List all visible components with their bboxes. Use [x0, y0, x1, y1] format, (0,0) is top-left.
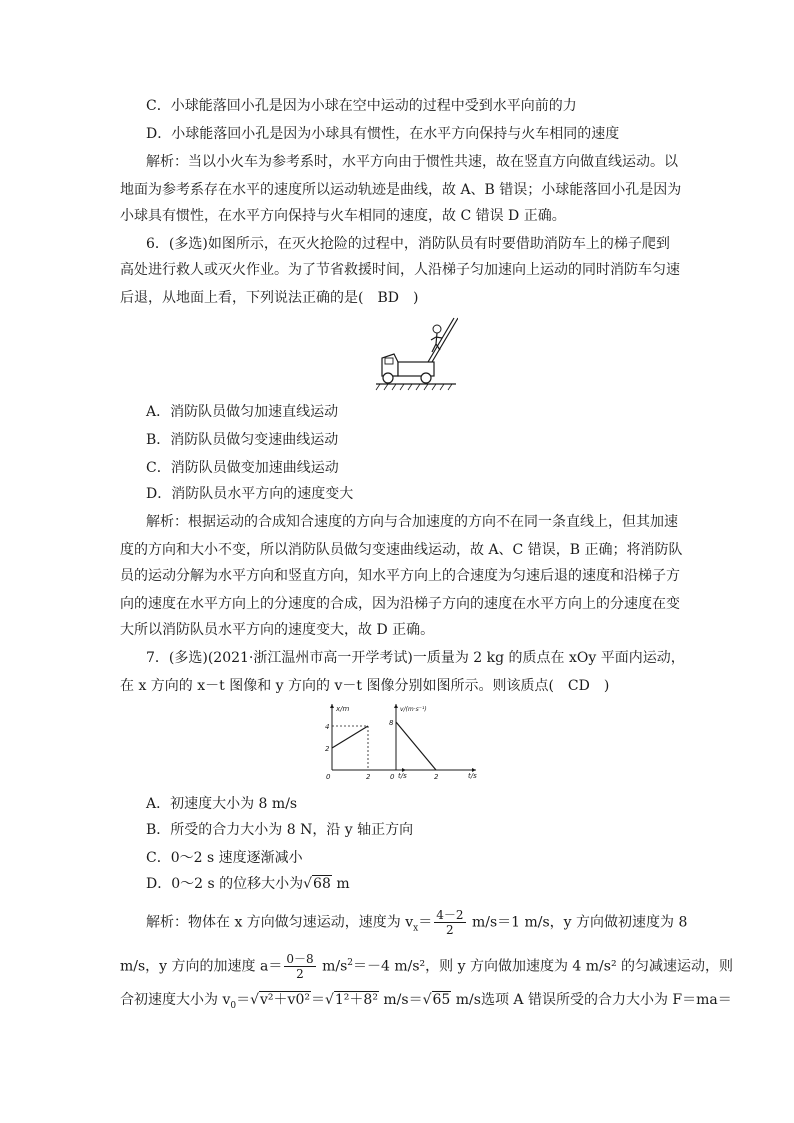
q5-option-d: D．小球能落回小孔是因为小球具有惯性，在水平方向保持与火车相同的速度	[146, 126, 620, 142]
q7-an2-sup: 2	[347, 957, 353, 968]
q5-analysis-line-2: 地面为参考系存在水平的速度所以运动轨迹是曲线，故 A、B 错误；小球能落回小孔是因为	[120, 182, 682, 198]
q7-analysis-line-3	[120, 990, 732, 1010]
x-t-chart-ytick-label: 4	[325, 723, 330, 731]
q7-option-d-text: D．0～2 s 的位移大小为	[146, 876, 304, 892]
q7-an1-numerator: 4－2	[436, 908, 464, 922]
q7-an1-eq: ＝	[418, 914, 433, 931]
q6-analysis-line-2: 度的方向和大小不变，所以消防队员做匀变速曲线运动，故 A、C 错误，B 正确；将消防队	[120, 542, 683, 558]
q6-stem-line-1: 6．(多选)如图所示，在灭火抢险的过程中，消防队员有时要借助消防车上的梯子爬到	[146, 236, 670, 252]
q7-an2-fraction	[284, 952, 315, 981]
v-t-chart-origin-label: 0	[390, 773, 395, 780]
q5-analysis-line-3: 小球具有惯性，在水平方向保持与火车相同的速度，故 C 错误 D 正确。	[120, 208, 566, 224]
q7-an3-post: m/s选项 A 错误所受的合力大小为 F＝ma＝	[451, 992, 732, 1008]
q7-an1-post: m/s＝1 m/s，y 方向做初速度为 8	[467, 914, 688, 931]
v-t-chart-ylabel: v/(m·s⁻¹)	[400, 706, 427, 713]
q7-an3-unit: m/s＝	[378, 992, 423, 1008]
q7-option-b: B．所受的合力大小为 8 N，沿 y 轴正方向	[146, 822, 414, 838]
q6-analysis-line-5: 大所以消防队员水平方向的速度变大，故 D 正确。	[120, 622, 435, 638]
fire-truck-figure	[374, 314, 458, 392]
q7-stem-line-1: 7．(多选)(2021·浙江温州市高一开学考试)一质量为 2 kg 的质点在 xOy 平面内运动，	[146, 650, 685, 666]
x-t-chart-xlabel: t/s	[398, 772, 407, 780]
v-t-chart	[384, 700, 480, 780]
sqrt-symbol: √	[250, 992, 260, 1008]
q7-an1-denominator: 2	[446, 923, 454, 937]
q7-an3-sub: 0	[230, 1000, 237, 1011]
q7-option-c: C．0～2 s 速度逐渐减小	[146, 850, 303, 866]
v-t-chart-data-line	[396, 722, 436, 770]
q5-option-c: C．小球能落回小孔是因为小球在空中运动的过程中受到水平向前的力	[146, 98, 577, 114]
q7-an1-sub: x	[413, 923, 419, 934]
q6-option-c: C．消防队员做变加速曲线运动	[146, 460, 339, 476]
x-t-chart-xtick-label: 2	[366, 773, 371, 780]
v-t-chart-xtick-label: 2	[434, 773, 439, 780]
q5-analysis-line-1: 解析：当以小火车为参考系时，水平方向由于惯性共速，故在竖直方向做直线运动。以	[146, 154, 678, 170]
q7-an2-numerator: 0－8	[286, 952, 314, 966]
q6-stem-line-3: 后退，从地面上看，下列说法正确的是( BD )	[120, 290, 419, 306]
q7-stem-line-2: 在 x 方向的 x－t 图像和 y 方向的 v－t 图像分别如图所示。则该质点( CD )	[120, 678, 610, 694]
x-t-chart-ytick-label: 2	[325, 745, 330, 753]
x-t-chart-origin-label: 0	[326, 773, 331, 780]
q7-an3-eq2: ＝	[310, 992, 325, 1008]
sqrt-symbol: √	[422, 992, 432, 1008]
q7-an2-unit: m/s	[317, 958, 348, 975]
v-t-chart-xlabel: t/s	[468, 772, 477, 780]
q7-an3-eq: ＝	[236, 992, 251, 1008]
q7-option-d-unit: m	[331, 876, 350, 892]
q7-an2-post: ＝－4 m/s²，则 y 方向做加速度为 4 m/s² 的匀减速运动，则	[353, 958, 734, 975]
q7-an3-sqrt-1: v²＋v0²	[260, 992, 310, 1008]
q7-an1-fraction	[434, 908, 465, 937]
q6-option-a: A．消防队员做匀加速直线运动	[146, 404, 339, 420]
v-t-chart-ytick-label: 8	[389, 719, 394, 727]
q6-analysis-line-1: 解析：根据运动的合成知合速度的方向与合加速度的方向不在同一条直线上，但其加速	[146, 514, 678, 530]
q6-option-b: B．消防队员做匀变速曲线运动	[146, 432, 339, 448]
q7-option-a: A．初速度大小为 8 m/s	[146, 796, 298, 812]
q6-analysis-line-3: 员的运动分解为水平方向和竖直方向，知水平方向上的合速度为匀速后退的速度和沿梯子方	[120, 568, 680, 584]
q7-analysis-line-2	[120, 952, 733, 981]
q7-an3-sqrt-3: 65	[432, 992, 451, 1008]
q6-stem-line-2: 高处进行救人或灭火作业。为了节省救援时间，人沿梯子匀加速向上运动的同时消防车匀速	[120, 262, 680, 278]
q6-analysis-line-4: 向的速度在水平方向上的分速度的合成，因为沿梯子方向的速度在水平方向上的分速度在变	[120, 596, 680, 612]
x-t-chart-ylabel: x/m	[336, 705, 350, 713]
sqrt-symbol: √	[303, 876, 313, 892]
q7-an3-text: 合初速度大小为 v	[120, 992, 231, 1008]
q6-option-d: D．消防队员水平方向的速度变大	[146, 486, 354, 502]
q7-option-d-radicand: 68	[313, 876, 331, 892]
sqrt-symbol: √	[324, 992, 334, 1008]
q7-an2-text: m/s，y 方向的加速度 a＝	[120, 958, 283, 975]
q7-an2-denominator: 2	[296, 967, 304, 981]
q7-an1-text: 解析：物体在 x 方向做匀速运动，速度为 v	[146, 914, 414, 931]
x-t-chart-data-line	[332, 726, 368, 748]
q7-option-d	[146, 874, 350, 894]
q7-an3-sqrt-2: 1²＋8²	[334, 992, 378, 1008]
q7-analysis-line-1	[146, 908, 687, 937]
